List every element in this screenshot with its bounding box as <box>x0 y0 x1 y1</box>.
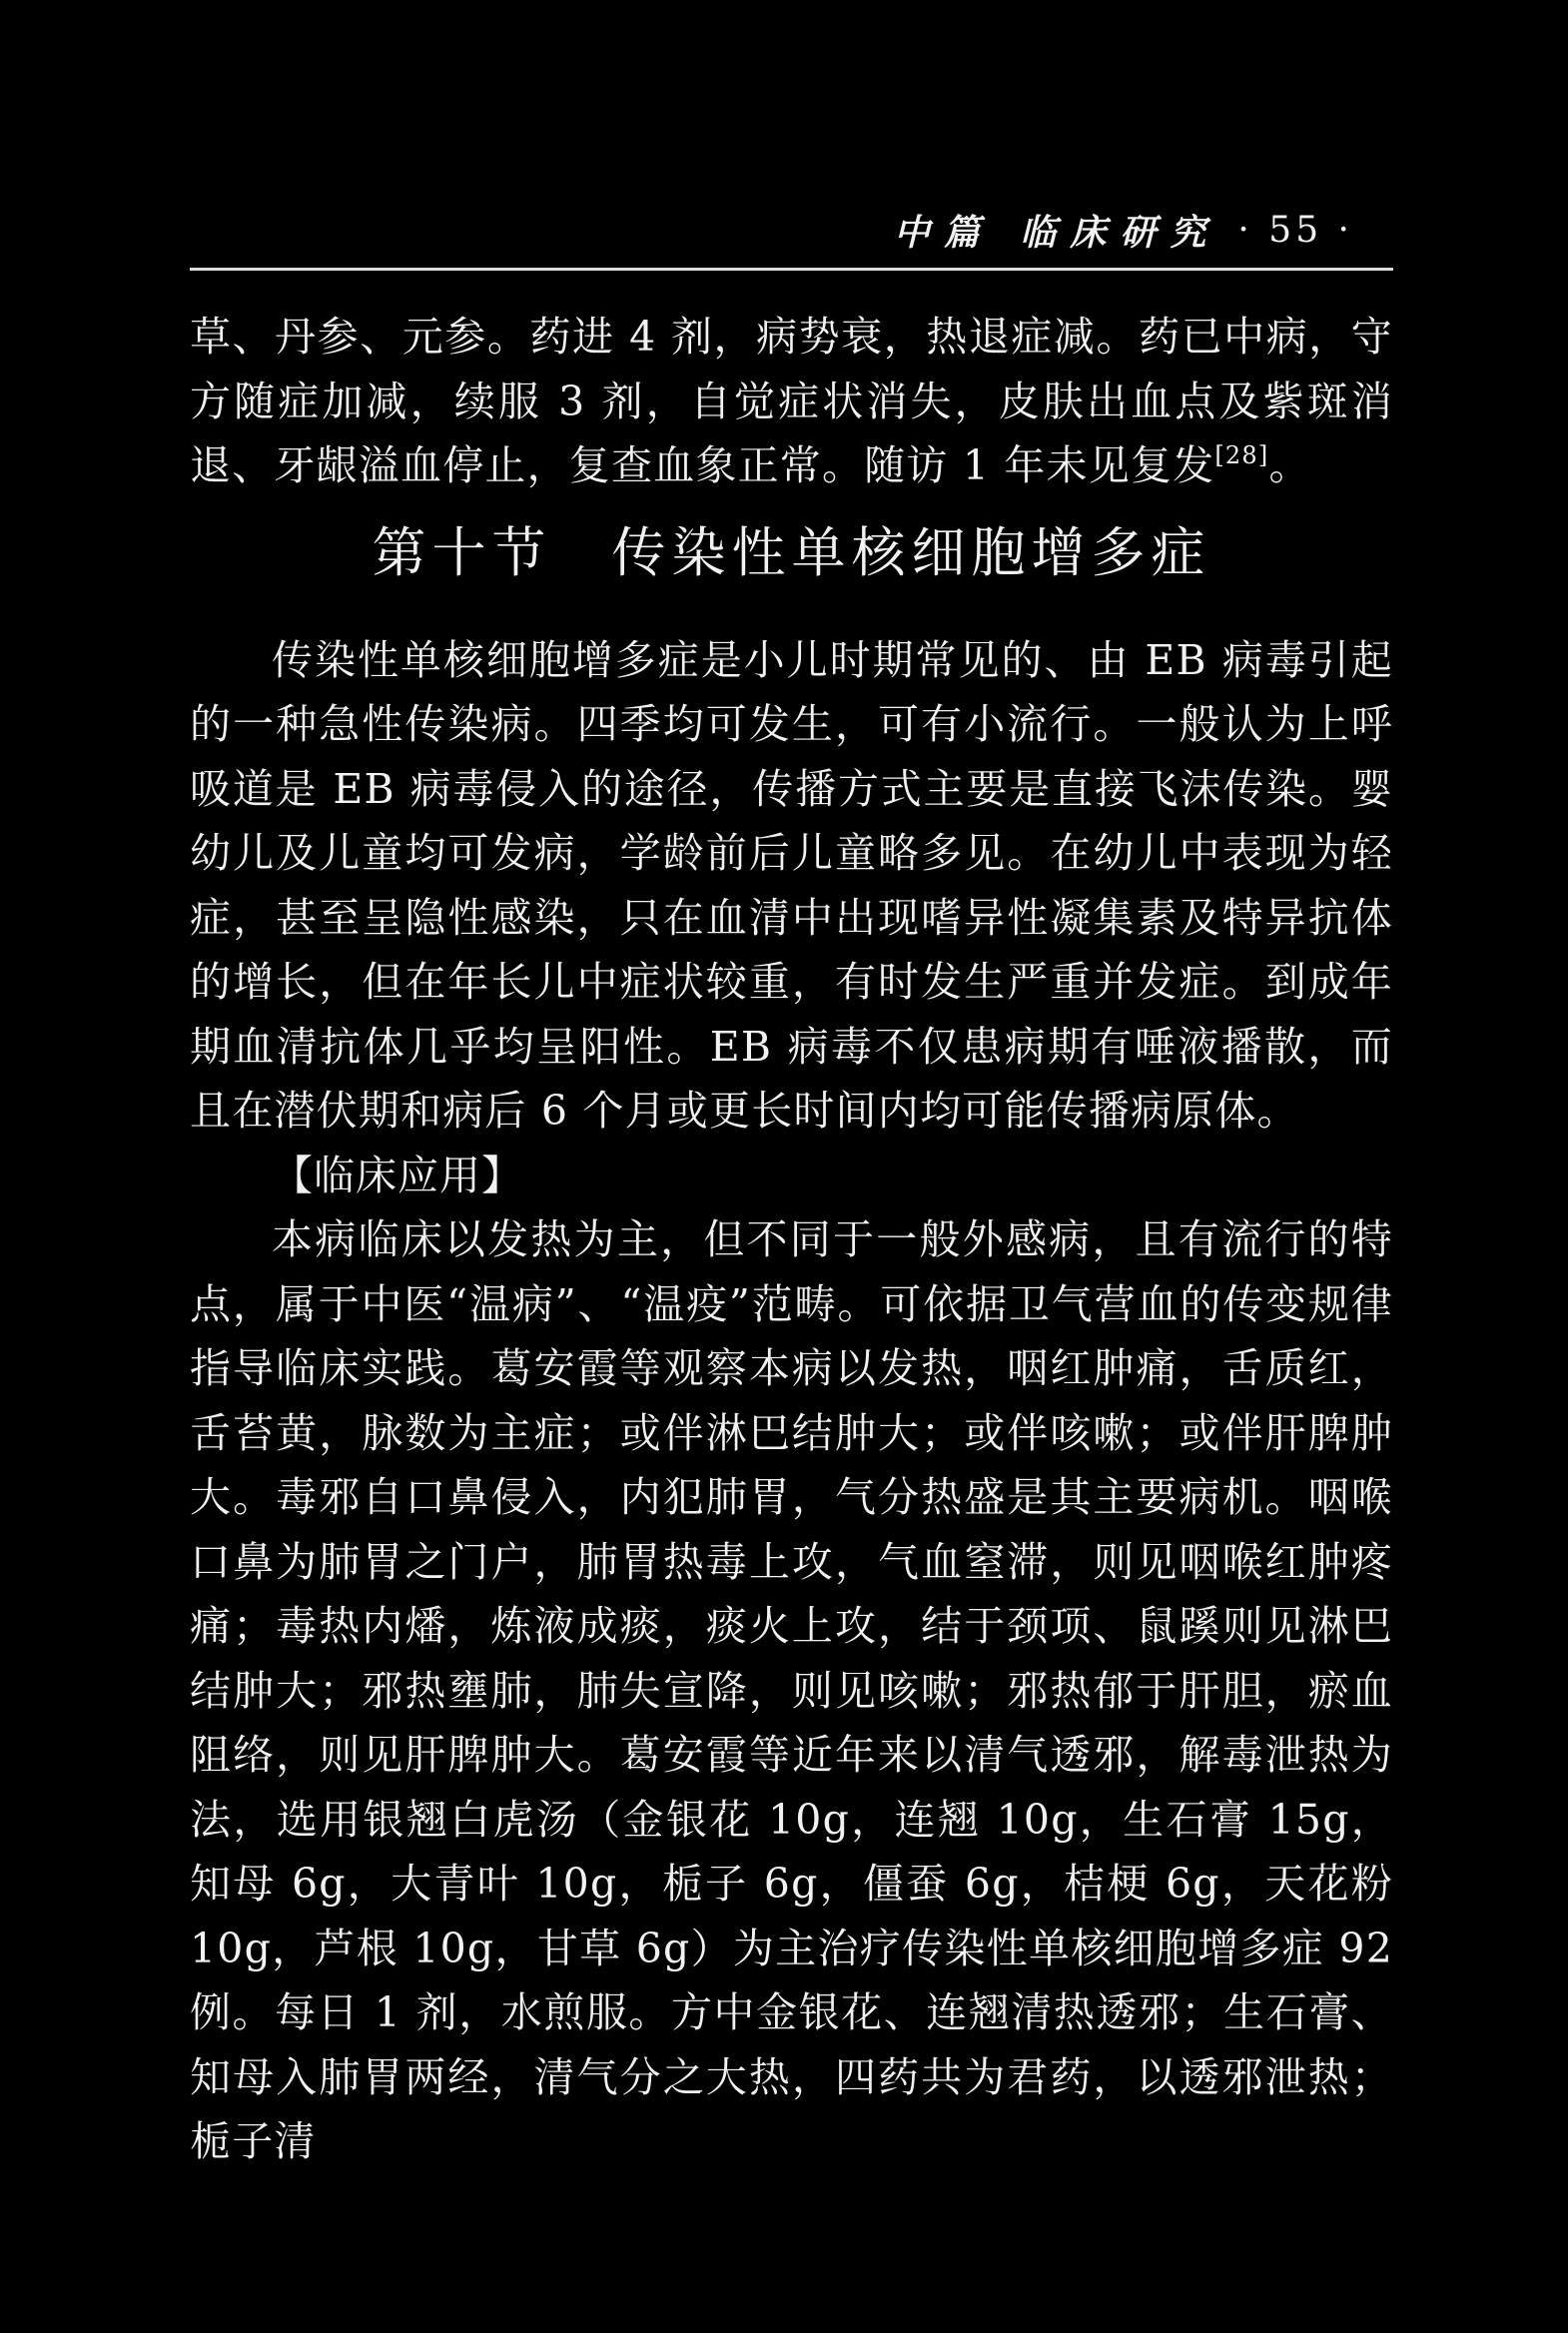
running-header <box>190 200 1393 260</box>
header-rule <box>190 268 1393 271</box>
section-title: 传染性单核细胞增多症 <box>611 520 1211 584</box>
clinical-application-paragraph: 本病临床以发热为主，但不同于一般外感病，且有流行的特点，属于中医“温病”、“温疫”范畴。可依据卫气营血的传变规律指导临床实践。葛安霞等观察本病以发热，咽红肿痛，舌质红，舌苔黄，脉数为主症；或伴淋巴结肿大；或伴咳嗽；或伴肝脾肿大。毒邪自口鼻侵入，内犯肺胃，气分热盛是其主要病机。咽喉口鼻为肺胃之门户，肺胃热毒上攻，气血窒滞，则见咽喉红肿疼痛；毒热内燔，炼液成痰，痰火上攻，结于颈项、鼠蹊则见淋巴结肿大；邪热壅肺，肺失宣降，则见咳嗽；邪热郁于肝胆，瘀血阻络，则见肝脾肿大。葛安霞等近年来以清气透邪，解毒泄热为法，选用银翘白虎汤（金银花 10g，连翘 10g，生石膏 15g，知母 6g，大青叶 10g，栀子 6g，僵蚕 6g，桔梗 6g，天花粉 10g，芦根 10g，甘草 6g）为主治疗传染性单核细胞增多症 92 例。每日 1 剂，水煎服。方中金银花、连翘清热透邪；生石膏、知母入肺胃两经，清气分之大热，四药共为君药，以透邪泄热；栀子清 <box>190 1215 1393 2165</box>
section-number: 第十节 <box>372 520 552 584</box>
citation-reference: [28] <box>1214 441 1269 469</box>
clinical-application-heading: 【临床应用】 <box>272 1151 523 1199</box>
disease-description-paragraph: 传染性单核细胞增多症是小儿时期常见的、由 EB 病毒引起的一种急性传染病。四季均可发生，可有小流行。一般认为上呼吸道是 EB 病毒侵入的途径，传播方式主要是直接飞沫传染。婴幼儿及儿童均可发病，学龄前后儿童略多见。在幼儿中表现为轻症，甚至呈隐性感染，只在血清中出现嗜异性凝集素及特异抗体的增长，但在年长儿中症状较重，有时发生严重并发症。到成年期血清抗体几乎均呈阳性。EB 病毒不仅患病期有唾液播散，而且在潜伏期和病后 6 个月或更长时间内均可能传播病原体。 <box>190 635 1393 1135</box>
book-title: 中篇 临床研究 <box>893 211 1220 254</box>
page-body <box>190 305 1393 2174</box>
intro-paragraph <box>190 305 1393 498</box>
intro-end-punctuation: 。 <box>1268 441 1311 489</box>
section-heading <box>190 518 1393 588</box>
intro-text: 草、丹参、元参。药进 4 剂，病势衰，热退症减。药已中病，守方随症加减，续服 3 剂，自觉症状消失，皮肤出血点及紫斑消退、牙龈溢血停止，复查血象正常。随访 1 年未见复发 <box>190 313 1393 489</box>
page-number: · 55 · <box>1237 209 1353 251</box>
